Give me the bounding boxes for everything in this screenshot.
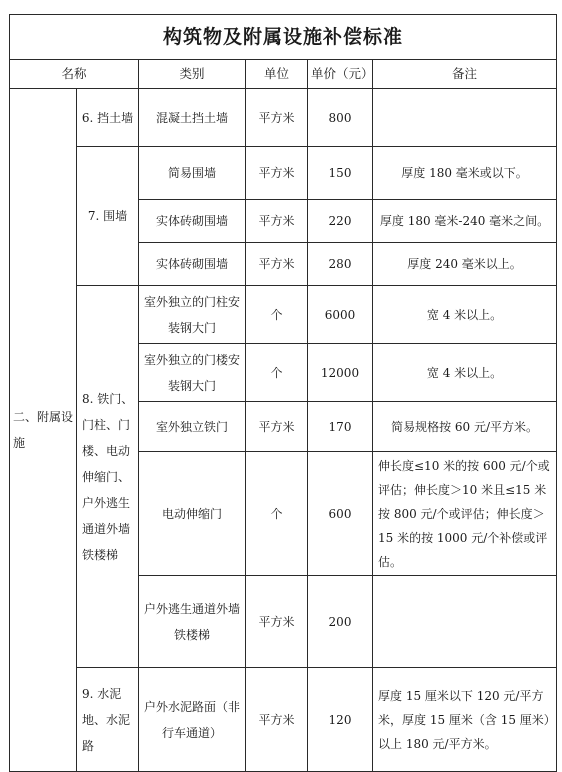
row-note: 厚度 180 毫米或以下。 <box>373 147 557 200</box>
row-category: 混凝土挡土墙 <box>139 89 246 147</box>
row-price: 200 <box>308 576 373 668</box>
header-category: 类别 <box>139 60 246 89</box>
row-unit: 平方米 <box>246 402 308 452</box>
row-category: 实体砖砌围墙 <box>139 243 246 286</box>
row-unit: 平方米 <box>246 668 308 772</box>
section-name: 8. 铁门、门柱、门楼、电动伸缩门、户外逃生通道外墙铁楼梯 <box>77 286 139 668</box>
section-name: 6. 挡土墙 <box>77 89 139 147</box>
row-price: 120 <box>308 668 373 772</box>
row-unit: 平方米 <box>246 243 308 286</box>
row-price: 600 <box>308 452 373 576</box>
row-unit: 平方米 <box>246 89 308 147</box>
row-unit: 平方米 <box>246 200 308 243</box>
row-category: 室外独立铁门 <box>139 402 246 452</box>
row-unit: 个 <box>246 452 308 576</box>
row-note: 简易规格按 60 元/平方米。 <box>373 402 557 452</box>
row-note <box>373 576 557 668</box>
title-row <box>10 15 557 60</box>
header-name: 名称 <box>10 60 139 89</box>
compensation-table <box>9 14 557 772</box>
row-unit: 平方米 <box>246 147 308 200</box>
row-note: 伸长度≤10 米的按 600 元/个或评估；伸长度＞10 米且≤15 米按 800 元/个或评估；伸长度＞15 米的按 1000 元/个补偿或评估。 <box>373 452 557 576</box>
row-category: 户外水泥路面（非行车通道） <box>139 668 246 772</box>
row-note: 厚度 180 毫米-240 毫米之间。 <box>373 200 557 243</box>
table-title: 构筑物及附属设施补偿标准 <box>10 15 557 60</box>
row-category: 户外逃生通道外墙铁楼梯 <box>139 576 246 668</box>
row-note <box>373 89 557 147</box>
header-price: 单价（元） <box>308 60 373 89</box>
row-unit: 个 <box>246 286 308 344</box>
row-category: 简易围墙 <box>139 147 246 200</box>
table-row <box>10 89 557 147</box>
row-category: 室外独立的门柱安装钢大门 <box>139 286 246 344</box>
row-price: 12000 <box>308 344 373 402</box>
section-name: 7. 围墙 <box>77 147 139 286</box>
row-price: 6000 <box>308 286 373 344</box>
row-price: 150 <box>308 147 373 200</box>
row-note: 厚度 240 毫米以上。 <box>373 243 557 286</box>
row-category: 实体砖砌围墙 <box>139 200 246 243</box>
section-name: 9. 水泥地、水泥路 <box>77 668 139 772</box>
header-note: 备注 <box>373 60 557 89</box>
row-unit: 个 <box>246 344 308 402</box>
row-note: 厚度 15 厘米以下 120 元/平方米，厚度 15 厘米（含 15 厘米）以上 180 元/平方米。 <box>373 668 557 772</box>
row-price: 800 <box>308 89 373 147</box>
table-row <box>10 147 557 200</box>
row-unit: 平方米 <box>246 576 308 668</box>
group-name: 二、附属设施 <box>10 89 77 772</box>
row-price: 170 <box>308 402 373 452</box>
row-note: 宽 4 米以上。 <box>373 286 557 344</box>
header-row <box>10 60 557 89</box>
row-note: 宽 4 米以上。 <box>373 344 557 402</box>
row-price: 280 <box>308 243 373 286</box>
row-category: 电动伸缩门 <box>139 452 246 576</box>
header-unit: 单位 <box>246 60 308 89</box>
table-row <box>10 286 557 344</box>
row-price: 220 <box>308 200 373 243</box>
row-category: 室外独立的门楼安装钢大门 <box>139 344 246 402</box>
